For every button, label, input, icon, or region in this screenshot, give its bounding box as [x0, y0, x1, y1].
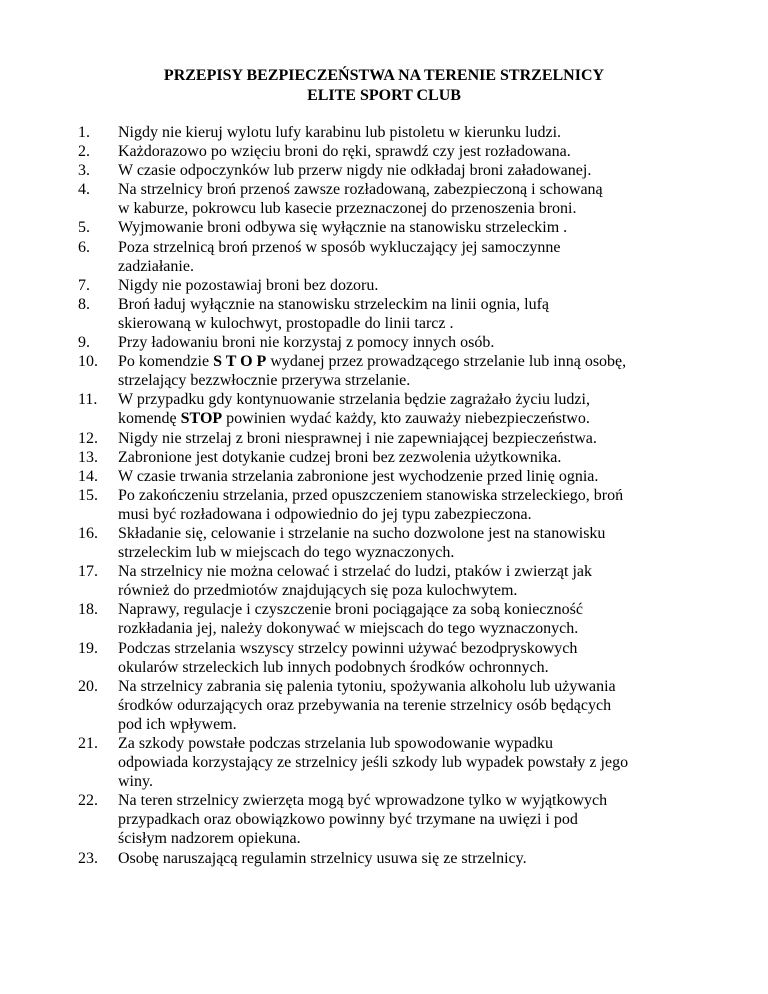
rule-item — [78, 161, 718, 180]
title-line-2: ELITE SPORT CLUB — [307, 87, 461, 104]
rule-text-segment: Osobę naruszającą regulamin strzelnicy usuwa się ze strzelnicy. — [118, 849, 527, 867]
rule-item — [78, 180, 718, 218]
title-line-1: PRZEPISY BEZPIECZEŃSTWA NA TERENIE STRZELNICY — [163, 67, 605, 84]
rule-text-segment: Przy ładowaniu broni nie korzystaj z pomocy innych osób. — [118, 334, 495, 352]
rule-text — [118, 524, 718, 562]
rule-text — [118, 295, 718, 333]
rule-text-segment: Poza strzelnicą broń przenoś w sposób wykluczający jej samoczynne zadziałanie. — [118, 238, 561, 275]
rule-text-segment: Nigdy nie strzelaj z broni niesprawnej i nie zapewniającej bezpieczeństwa. — [118, 429, 597, 447]
rule-text-segment: Broń ładuj wyłącznie na stanowisku strzeleckim na linii ognia, lufą skierowaną w kulochwyt, prostopadle do linii tarcz . — [118, 295, 549, 332]
rule-item — [78, 562, 718, 600]
rule-text-segment: Naprawy, regulacje i czyszczenie broni pociągające za sobą konieczność rozkładania jej, należy dokonywać w miejscach do tego wyznaczonych. — [118, 601, 583, 638]
rule-text — [118, 390, 718, 428]
rule-number: 15. — [78, 486, 98, 504]
rule-text-segment: Na strzelnicy zabrania się palenia tytoniu, spożywania alkoholu lub używania środków odurzających oraz przebywania na terenie strzelnicy osób będących pod ich wpływem. — [118, 677, 616, 733]
rules-list — [78, 123, 718, 868]
rule-text-segment: W przypadku gdy kontynuowanie strzelania będzie zagrażało życiu ludzi, komendę — [118, 391, 590, 428]
rule-text — [118, 161, 718, 180]
rule-text-segment: Po zakończeniu strzelania, przed opuszczeniem stanowiska strzeleckiego, broń musi być rozładowana i odpowiednio do jej typu zabezpieczona. — [118, 486, 624, 523]
rule-text-segment: Zabronione jest dotykanie cudzej broni bez zezwolenia użytkownika. — [118, 448, 562, 466]
rule-number: 12. — [78, 429, 98, 447]
rule-text-segment: W czasie trwania strzelania zabronione jest wychodzenie przed linię ognia. — [118, 467, 599, 485]
rule-number: 4. — [78, 181, 90, 199]
rule-text — [118, 467, 718, 486]
rule-item — [78, 352, 718, 390]
rule-item — [78, 734, 718, 791]
rule-text — [118, 448, 718, 467]
rule-text — [118, 734, 718, 791]
rule-text-segment: Na teren strzelnicy zwierzęta mogą być wprowadzone tylko w wyjątkowych przypadkach oraz obowiązkowo powinny być trzymane na uwięzi i pod ścisłym nadzorem opiekuna. — [118, 792, 608, 848]
rule-text-segment: Na strzelnicy broń przenoś zawsze rozładowaną, zabezpieczoną i schowaną w kaburze, pokrowcu lub kasecie przeznaczonej do przenoszenia broni. — [118, 181, 603, 218]
rule-text — [118, 276, 718, 295]
document-title — [0, 66, 768, 106]
rule-text-segment: Nigdy nie pozostawiaj broni bez dozoru. — [118, 276, 379, 294]
rule-text-segment: Składanie się, celowanie i strzelanie na sucho dozwolone jest na stanowisku strzeleckim lub w miejscach do tego wyznaczonych. — [118, 524, 606, 562]
rule-item — [78, 238, 718, 276]
rule-text — [118, 142, 718, 161]
rule-text — [118, 677, 718, 734]
rule-item — [78, 467, 718, 486]
rule-item — [78, 448, 718, 467]
rule-text — [118, 238, 718, 276]
rule-text — [118, 180, 718, 218]
rule-item — [78, 677, 718, 734]
rule-number: 2. — [78, 143, 90, 161]
rule-number: 14. — [78, 467, 98, 485]
rule-item — [78, 600, 718, 638]
rule-item — [78, 142, 718, 161]
rule-text-bold: S T O P — [213, 353, 267, 371]
rule-text-segment: Na strzelnicy nie można celować i strzelać do ludzi, ptaków i zwierząt jak również do przedmiotów znajdujących się poza kulochwytem. — [118, 563, 593, 600]
rule-number: 13. — [78, 448, 98, 466]
rule-text — [118, 562, 718, 600]
rule-number: 20. — [78, 677, 98, 695]
rule-text-bold: STOP — [180, 410, 223, 428]
rule-item — [78, 486, 718, 524]
rule-number: 7. — [78, 276, 90, 294]
rule-item — [78, 123, 718, 142]
rule-text — [118, 429, 718, 448]
rule-number: 6. — [78, 238, 90, 256]
rule-number: 18. — [78, 601, 98, 619]
rule-text — [118, 849, 718, 868]
rule-item — [78, 429, 718, 448]
rule-number: 19. — [78, 639, 98, 657]
rule-text — [118, 791, 718, 848]
rule-text-segment: Nigdy nie kieruj wylotu lufy karabinu lub pistoletu w kierunku ludzi. — [118, 124, 562, 141]
rule-number: 8. — [78, 295, 90, 313]
rule-number: 9. — [78, 334, 90, 352]
rule-item — [78, 218, 718, 237]
rule-number: 11. — [78, 391, 98, 409]
rule-item — [78, 276, 718, 295]
rule-text-segment: Wyjmowanie broni odbywa się wyłącznie na stanowisku strzeleckim . — [118, 219, 568, 237]
rule-text — [118, 218, 718, 237]
rule-text — [118, 486, 718, 524]
rule-text — [118, 123, 718, 142]
rule-item — [78, 390, 718, 428]
rule-number: 16. — [78, 524, 98, 542]
rule-item — [78, 333, 718, 352]
rule-text — [118, 639, 718, 677]
rule-item — [78, 639, 718, 677]
rule-number: 10. — [78, 353, 98, 371]
rule-number: 22. — [78, 792, 98, 810]
rule-item — [78, 524, 718, 562]
rule-number: 1. — [78, 124, 90, 141]
rule-text-segment: wydanej przez prowadzącego strzelanie lub inną osobę, strzelający bezzwłocznie przerywa strzelanie. — [118, 353, 627, 390]
rule-number: 21. — [78, 735, 98, 752]
rule-item — [78, 849, 718, 868]
rule-number: 5. — [78, 219, 90, 237]
rule-text — [118, 352, 718, 390]
rule-text-segment: W czasie odpoczynków lub przerw nigdy nie odkładaj broni załadowanej. — [118, 162, 592, 180]
rule-text — [118, 600, 718, 638]
rule-text-segment: Podczas strzelania wszyscy strzelcy powinni używać bezodpryskowych okularów strzeleckich lub innych podobnych środków ochronnych. — [118, 639, 578, 676]
rule-number: 17. — [78, 563, 98, 581]
rule-item — [78, 295, 718, 333]
rule-text-segment: Za szkody powstałe podczas strzelania lub spowodowanie wypadku odpowiada korzystający ze strzelnicy jeśli szkody lub wypadek powstały z jego winy. — [118, 735, 629, 791]
rule-text-segment: Po komendzie — [118, 353, 214, 371]
rule-text — [118, 333, 718, 352]
rule-item — [78, 791, 718, 848]
rule-text-segment: Każdorazowo po wzięciu broni do ręki, sprawdź czy jest rozładowana. — [118, 143, 571, 161]
rule-number: 3. — [78, 162, 90, 180]
rule-text-segment: powinien wydać każdy, kto zauważy niebezpieczeństwo. — [222, 410, 590, 428]
rule-number: 23. — [78, 849, 98, 867]
